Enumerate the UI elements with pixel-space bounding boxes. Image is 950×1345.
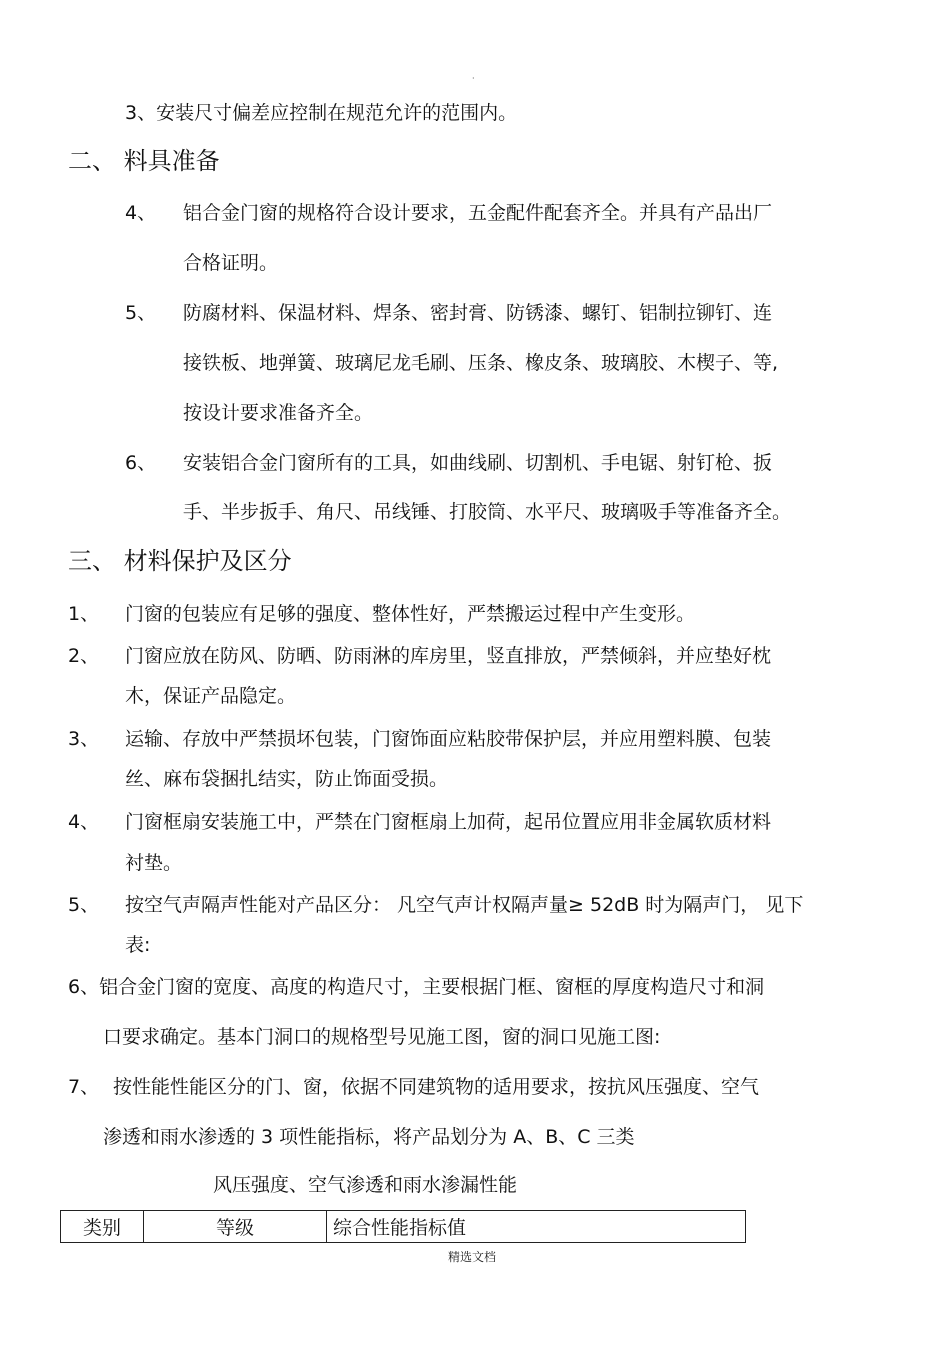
- prep-item-4-number: 4、: [125, 202, 157, 224]
- prep-item-6-line-1: 安装铝合金门窗所有的工具，如曲线刷、切割机、手电锯、射钉枪、扳: [183, 452, 773, 474]
- protect-item-3-number: 3、: [68, 728, 100, 750]
- prep-item-6-number: 6、: [125, 452, 157, 474]
- page-footer: 精选文档: [448, 1250, 497, 1264]
- protect-item-1-number: 1、: [68, 603, 100, 625]
- table-header-row: [61, 1211, 746, 1243]
- protect-item-5-line-2: 表:: [125, 934, 151, 956]
- protect-item-3-line-2: 丝、麻布袋捆扎结实，防止饰面受损。: [125, 768, 449, 790]
- section-heading-material-protection: 三、 材料保护及区分: [68, 547, 292, 575]
- protect-item-4-line-1: 门窗框扇安装施工中，严禁在门窗框扇上加荷，起吊位置应用非金属软质材料: [125, 811, 772, 833]
- protect-item-1-line-1: 门窗的包装应有足够的强度、整体性好，严禁搬运过程中产生变形。: [125, 603, 696, 625]
- table-header-grade: 等级: [144, 1211, 327, 1243]
- section-heading-materials-preparation: 二、 料具准备: [68, 147, 220, 175]
- protect-item-7-number: 7、: [68, 1076, 100, 1098]
- protect-item-3-line-1: 运输、存放中严禁损坏包装，门窗饰面应粘胶带保护层，并应用塑料膜、包装: [125, 728, 772, 750]
- prep-item-6-line-2: 手、半步扳手、角尺、吊线锤、打胶筒、水平尺、玻璃吸手等准备齐全。: [183, 501, 792, 523]
- protect-item-7-line-1: 按性能性能区分的门、窗，依据不同建筑物的适用要求，按抗风压强度、空气: [113, 1076, 760, 1098]
- protect-item-4-line-2: 衬垫。: [125, 852, 183, 874]
- protect-item-2-line-1: 门窗应放在防风、防晒、防雨淋的库房里，竖直排放，严禁倾斜，并应垫好枕: [125, 645, 772, 667]
- prep-item-5-line-1: 防腐材料、保温材料、焊条、密封膏、防锈漆、螺钉、铝制拉铆钉、连: [183, 302, 773, 324]
- protect-item-5-line-1: 按空气声隔声性能对产品区分： 凡空气声计权隔声量≥ 52dB 时为隔声门， 见下: [125, 894, 804, 916]
- performance-table: [60, 1210, 746, 1243]
- prep-item-4-line-2: 合格证明。: [183, 252, 279, 274]
- requirement-item-3: 3、安装尺寸偏差应控制在规范允许的范围内。: [125, 102, 518, 124]
- table-header-performance-index: 综合性能指标值: [327, 1211, 746, 1243]
- protect-item-5-number: 5、: [68, 894, 100, 916]
- table-header-category: 类别: [61, 1211, 144, 1243]
- prep-item-5-number: 5、: [125, 302, 157, 324]
- protect-item-6-line-2: 口要求确定。基本门洞口的规格型号见施工图，窗的洞口见施工图:: [103, 1026, 661, 1048]
- protect-item-7-line-2: 渗透和雨水渗透的 3 项性能指标，将产品划分为 A、B、C 三类: [103, 1126, 635, 1148]
- prep-item-5-line-3: 按设计要求准备齐全。: [183, 402, 374, 424]
- prep-item-5-line-2: 接铁板、地弹簧、玻璃尼龙毛刷、压条、橡皮条、玻璃胶、木楔子、等,: [183, 352, 779, 374]
- top-mark: ·: [472, 74, 475, 83]
- protect-item-6-line-1: 6、铝合金门窗的宽度、高度的构造尺寸，主要根据门框、窗框的厚度构造尺寸和洞: [68, 976, 765, 998]
- table-caption: 风压强度、空气渗透和雨水渗漏性能: [213, 1174, 518, 1196]
- protect-item-2-number: 2、: [68, 645, 100, 667]
- prep-item-4-line-1: 铝合金门窗的规格符合设计要求，五金配件配套齐全。并具有产品出厂: [183, 202, 773, 224]
- protect-item-4-number: 4、: [68, 811, 100, 833]
- protect-item-2-line-2: 木，保证产品隐定。: [125, 685, 297, 707]
